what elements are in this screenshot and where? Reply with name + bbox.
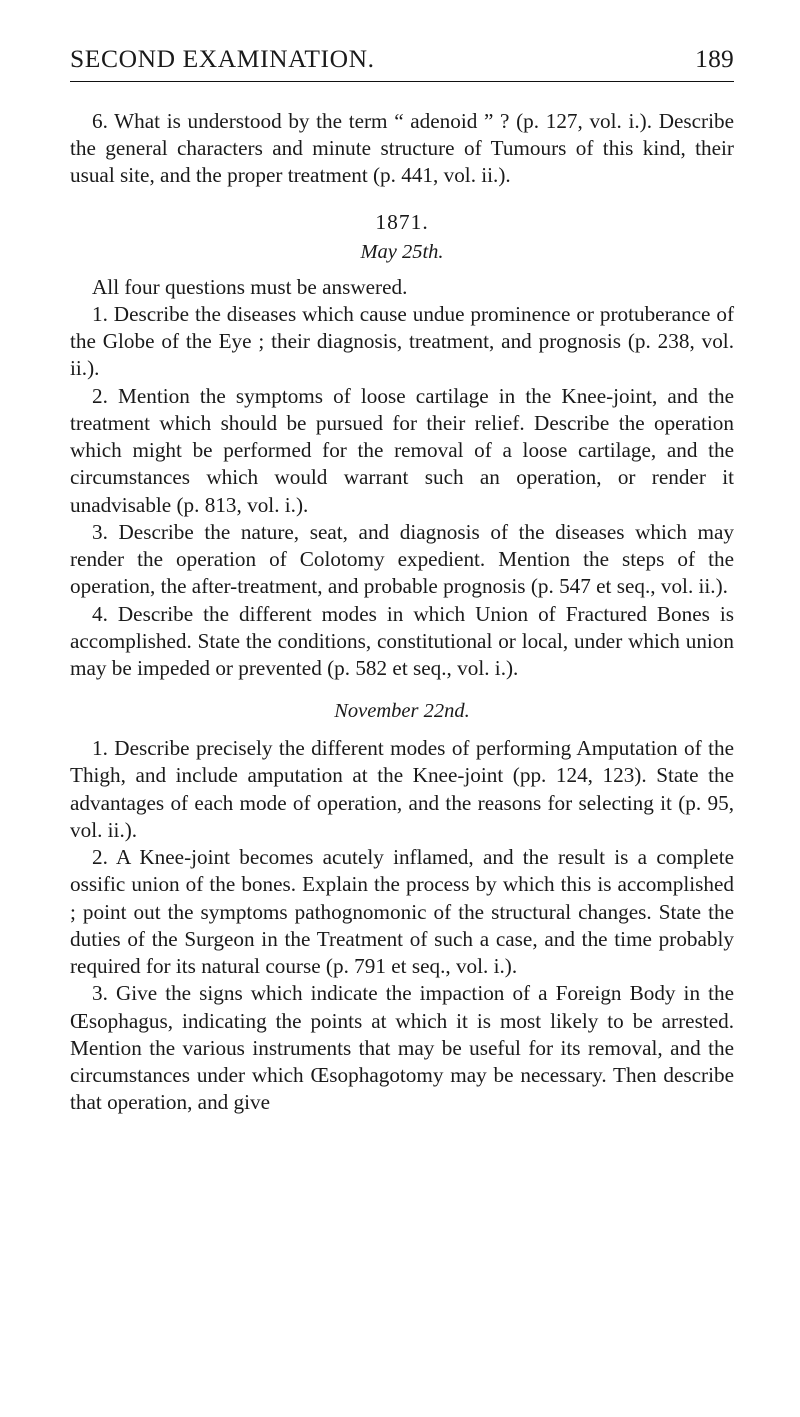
- question-may-3: 3. Describe the nature, seat, and diagnosis of the diseases which may render the operation of Colotomy expedient. Mention the steps of the operation, the after-treatment, and probable prognosis (p. 547 et seq., vol. ii.).: [70, 519, 734, 599]
- question-may-2: 2. Mention the symptoms of loose cartilage in the Knee-joint, and the treatment which should be pursued for their relief. Describe the operation which might be performed for the removal of a loose cartilage, and the circumstances which would warrant such an operation, or render it unadvisable (p. 813, vol. i.).: [70, 383, 734, 517]
- page-number: 189: [695, 44, 734, 73]
- question-nov-3: 3. Give the signs which indicate the impaction of a Foreign Body in the Œsophagus, indicating the points at which it is most likely to be arrested. Mention the various instruments that may be useful for its removal, and the circumstances under which Œsophagotomy may be necessary. Then describe that operation, and give: [70, 981, 734, 1115]
- question-may-4: 4. Describe the different modes in which Union of Fractured Bones is accomplished. State the conditions, constitutional or local, under which union may be impeded or prevented (p. 582 et seq., vol. i.).: [70, 601, 734, 680]
- section-intro-may: All four questions must be answered.: [92, 274, 408, 299]
- section-date-november: November 22nd.: [334, 700, 470, 723]
- page-header: [70, 44, 734, 82]
- question-may-1: 1. Describe the diseases which cause undue prominence or protuberance of the Globe of the Eye ; their diagnosis, treatment, and prognosis (p. 238, vol. ii.).: [70, 301, 734, 381]
- question-top: 6. What is understood by the term “ adenoid ” ? (p. 127, vol. i.). Describe the general characters and minute structure of Tumours of this kind, their usual site, and the proper treatment (p. 441, vol. ii.).: [70, 109, 734, 188]
- question-nov-1: 1. Describe precisely the different modes of performing Amputation of the Thigh, and include amputation at the Knee-joint (pp. 124, 123). State the advantages of each mode of operation, and the reasons for selecting it (p. 95, vol. ii.).: [70, 736, 734, 842]
- section-date-may: May 25th.: [360, 240, 444, 263]
- year-heading: 1871.: [375, 209, 429, 234]
- page-title: SECOND EXAMINATION.: [70, 44, 375, 73]
- question-nov-2: 2. A Knee-joint becomes acutely inflamed, and the result is a complete ossific union of the bones. Explain the process by which this is accomplished ; point out the symptoms pathognomonic of the structural changes. State the duties of the Surgeon in the Treatment of such a case, and the time probably required for its natural course (p. 791 et seq., vol. i.).: [70, 845, 734, 979]
